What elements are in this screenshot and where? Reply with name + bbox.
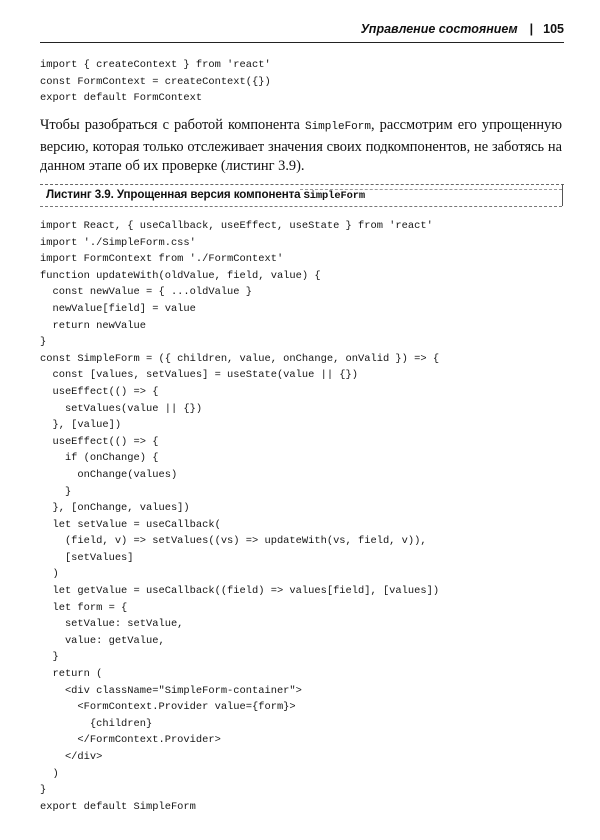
paragraph-inline-code: SimpleForm <box>304 121 371 133</box>
listing-caption <box>46 188 365 202</box>
paragraph-text-part2: , рассмотрим его упрощенную версию, которая только отслеживает значения своих подкомпонентов, не заботясь на данном этапе об их проверке (листинг 3.9). <box>40 117 563 174</box>
listing-caption-top-rule <box>40 184 564 185</box>
paragraph-text-part1: Чтобы разобраться с работой компонента <box>40 117 305 133</box>
chapter-title: Управление состоянием <box>360 22 518 36</box>
header-rule <box>40 42 564 43</box>
header-separator: | <box>529 22 534 36</box>
code-block-formcontext: import { createContext } from 'react' const FormContext = createContext({}) export default FormContext <box>40 59 271 105</box>
body-paragraph <box>40 116 562 177</box>
listing-caption-text: Листинг 3.9. Упрощенная версия компонента <box>46 188 304 201</box>
listing-caption-code: SimpleForm <box>303 190 365 202</box>
page-number: 105 <box>543 22 564 36</box>
running-header <box>40 22 564 42</box>
listing-caption-bottom-rule <box>40 206 562 207</box>
code-block-simpleform: import React, { useCallback, useEffect, useState } from 'react' import './SimpleForm.css' import FormContext from './FormContext' function updateWith(oldValue, field, value) { const newValue = { ...oldValue } newValue[field] = value return newValue } const SimpleForm = ({ children, value, onChange, onValid }) => { const [values, setValues] = useState(value || {}) useEffect(() => { setValues(value || {}) }, [value]) useEffect(() => { if (onChange) { onChange(values) } }, [onChange, values]) let setValue = useCallback( (field, v) => setValues((vs) => updateWith(vs, field, v)), [setValues] ) let getValue = useCallback((field) => values[field], [values]) let form = { setValue: setValue, value: getValue, } return ( <div className="SimpleForm-container"> <FormContext.Provider value={form}> {children} </FormContext.Provider> </div> ) } export default SimpleForm <box>40 220 440 813</box>
listing-caption-right-rule <box>562 184 563 206</box>
